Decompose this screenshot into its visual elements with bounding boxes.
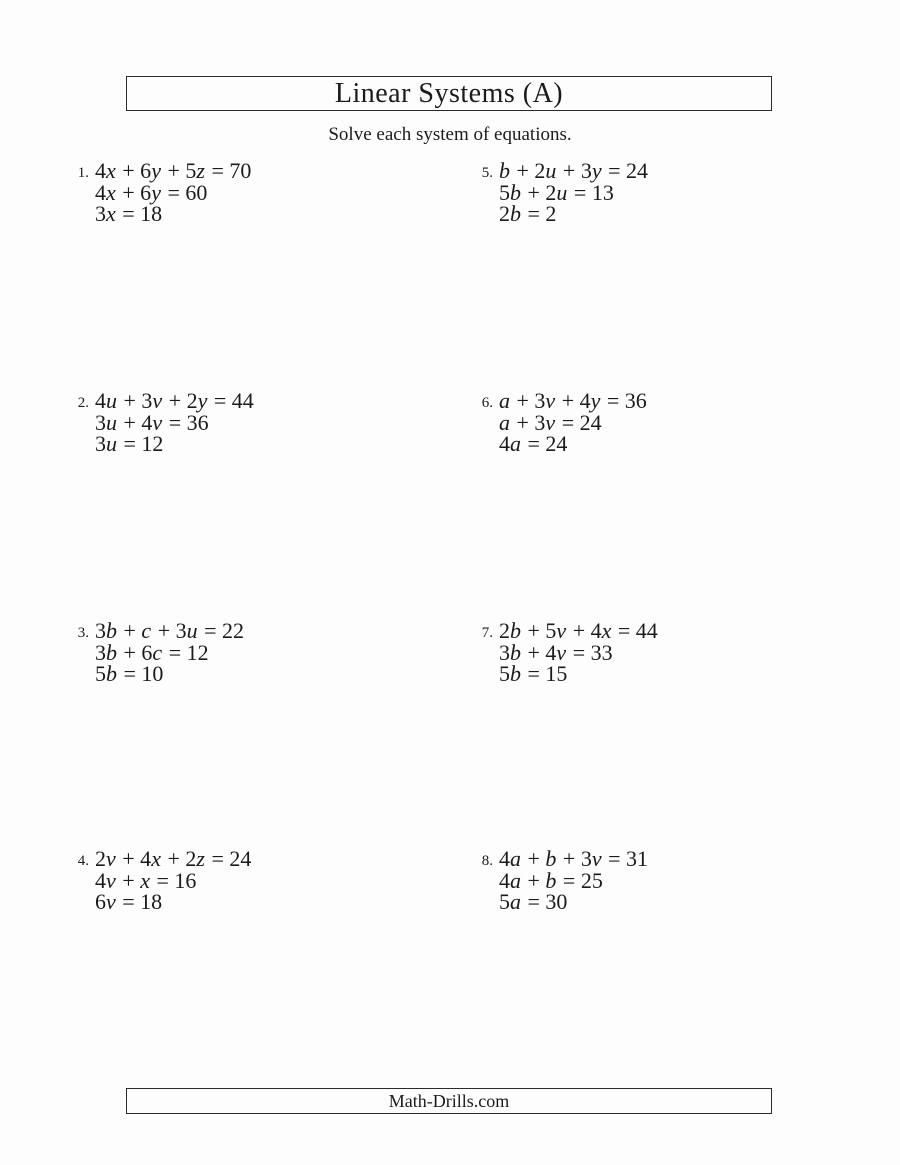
equation: 4a + b + 3v = 31 bbox=[499, 846, 649, 871]
page-title: Linear Systems (A) bbox=[334, 77, 564, 109]
equation: 3b + 4v = 33 bbox=[499, 639, 613, 665]
equation-lines bbox=[95, 620, 244, 685]
equation: a + 3v + 4y = 36 bbox=[499, 388, 647, 413]
equation: 4u + 3v + 2y = 44 bbox=[95, 388, 254, 413]
equation-lines bbox=[499, 848, 648, 913]
equation-lines bbox=[95, 390, 254, 455]
problem-8 bbox=[477, 848, 648, 913]
equation: 3u + 4v = 36 bbox=[95, 409, 209, 435]
problem-4 bbox=[73, 848, 251, 913]
equation: 5b = 15 bbox=[499, 661, 568, 686]
footer-text: Math-Drills.com bbox=[388, 1090, 510, 1111]
equation-lines bbox=[499, 620, 658, 685]
footer-box bbox=[126, 1088, 772, 1114]
equation: 3u = 12 bbox=[95, 431, 164, 456]
equation: 4a = 24 bbox=[499, 431, 568, 456]
equation: 4v + x = 16 bbox=[95, 867, 197, 893]
equation: 2v + 4x + 2z = 24 bbox=[95, 846, 252, 871]
problem-2 bbox=[73, 390, 254, 455]
equation: a + 3v = 24 bbox=[499, 409, 602, 435]
equation: 4x + 6y + 5z = 70 bbox=[95, 158, 252, 183]
problem-number: 5. bbox=[481, 165, 493, 181]
equation: 4a + b = 25 bbox=[499, 867, 603, 893]
problem-number: 8. bbox=[481, 853, 493, 869]
equation: 5a = 30 bbox=[499, 889, 568, 914]
equation-lines bbox=[95, 160, 251, 225]
problem-1 bbox=[73, 160, 251, 225]
title-box bbox=[126, 76, 772, 111]
equation: 3x = 18 bbox=[95, 201, 163, 226]
problem-number: 7. bbox=[481, 625, 493, 641]
equation: 2b + 5v + 4x = 44 bbox=[499, 618, 658, 643]
problem-number: 1. bbox=[77, 165, 89, 181]
equation-lines bbox=[95, 848, 251, 913]
equation-lines bbox=[499, 160, 648, 225]
equation: 2b = 2 bbox=[499, 201, 557, 226]
problem-3 bbox=[73, 620, 244, 685]
equation: b + 2u + 3y = 24 bbox=[499, 158, 649, 183]
equation: 5b = 10 bbox=[95, 661, 164, 686]
problem-7 bbox=[477, 620, 658, 685]
problem-number: 2. bbox=[77, 395, 89, 411]
problem-6 bbox=[477, 390, 647, 455]
equation: 6v = 18 bbox=[95, 889, 163, 914]
equation: 4x + 6y = 60 bbox=[95, 179, 208, 205]
instructions-text: Solve each system of equations. bbox=[328, 124, 572, 145]
problem-number: 3. bbox=[77, 625, 89, 641]
equation: 3b + c + 3u = 22 bbox=[95, 618, 245, 643]
equation-lines bbox=[499, 390, 647, 455]
problem-number: 4. bbox=[77, 853, 89, 869]
equation: 5b + 2u = 13 bbox=[499, 179, 614, 205]
problem-5 bbox=[477, 160, 648, 225]
equation: 3b + 6c = 12 bbox=[95, 639, 209, 665]
problem-number: 6. bbox=[481, 395, 493, 411]
